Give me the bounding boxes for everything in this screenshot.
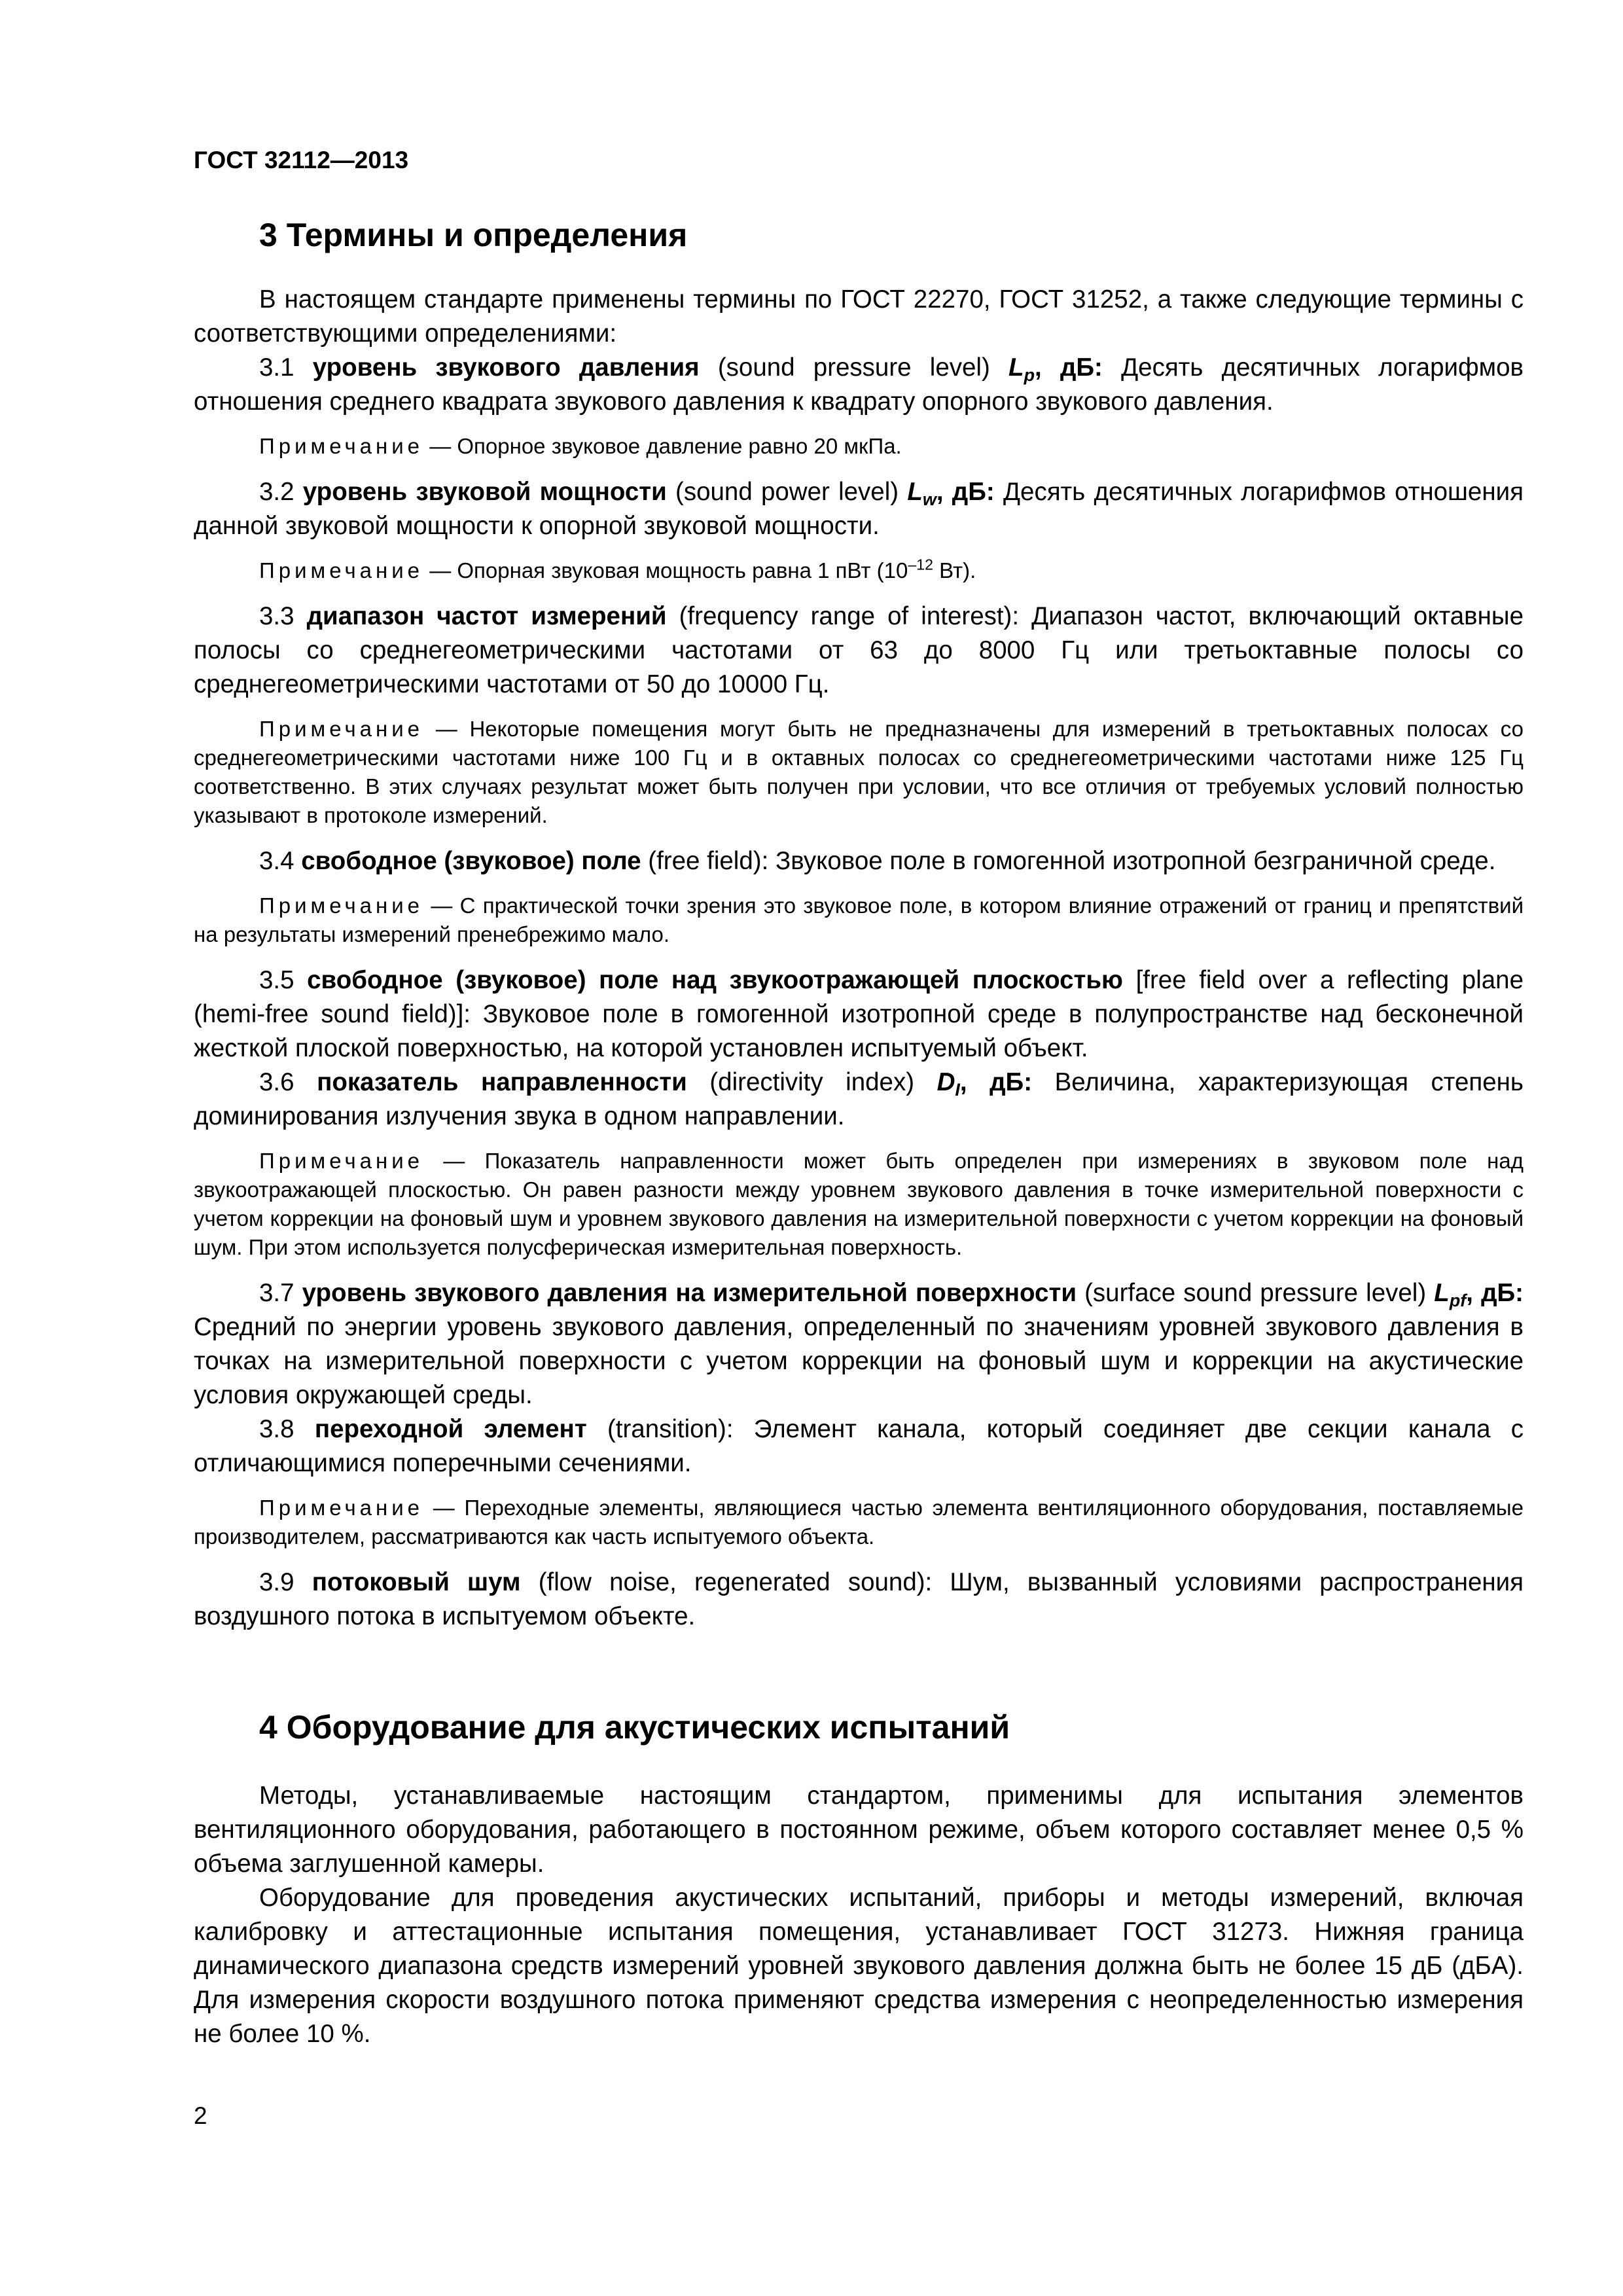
term-3-6 [194,1066,1524,1134]
section-3-heading: 3 Термины и определения [259,217,688,253]
term-number: 3.4 [259,847,294,875]
note-label: Примечание [259,558,424,583]
term-3-8 [194,1412,1524,1480]
term-symbol: $L_p$ [1008,353,1035,386]
note-exponent: –12 [908,556,933,573]
note-text: — Опорная звуковая мощность равна 1 пВт (10 [429,558,908,583]
term-number: 3.7 [259,1279,294,1307]
term-name: потоковый шум [312,1568,521,1596]
note-text: — Переходные элементы, являющиеся частью элемента вентиляционного оборудования, поставляемые производителем, рассматриваются как часть испытуемого объекта. [194,1496,1524,1549]
term-name: свободное (звуковое) поле [301,847,641,875]
term-english: [free field over a reflecting plane (hemi-free sound field)]: [194,966,1524,1028]
page-number: 2 [194,2102,207,2129]
term-symbol: $L_{pf}$ [1434,1279,1467,1311]
term-name: уровень звуковой мощности [302,478,667,506]
document-header: ГОСТ 32112—2013 [194,147,409,173]
note-3-2 [194,556,1524,585]
term-definition: Диапазон частот, включающий октавные полосы со среднегеометрическими частотами от 63 до 8000 Гц или третьоктавные полосы со среднегеометрическими частотами от 50 до 10000 Гц. [194,602,1524,698]
term-number: 3.1 [259,353,294,382]
term-english: (transition): [607,1415,734,1443]
note-label: Примечание [259,434,424,458]
term-3-5 [194,963,1524,1066]
section-4-heading: 4 Оборудование для акустических испытаний [259,1709,1010,1746]
note-label: Примечание [259,1149,424,1173]
term-english: (flow noise, regenerated sound): [538,1568,933,1596]
term-unit: , дБ: [1466,1279,1524,1307]
note-3-3 [194,715,1524,830]
term-definition: Элемент канала, который соединяет две секции канала с отличающимися поперечными сечениями. [194,1415,1524,1477]
term-definition: Шум, вызванный условиями распространения воздушного потока в испытуемом объекте. [194,1568,1524,1630]
note-text: — Опорное звуковое давление равно 20 мкПа. [429,434,902,458]
note-3-8 [194,1494,1524,1551]
term-number: 3.6 [259,1068,294,1096]
note-text: — Показатель направленности может быть определен при измерениях в звуковом поле над звукоотражающей плоскостью. Он равен разности между уровнем звукового давления в точке измерительной поверхности с учетом коррекции на фоновый шум и уровнем звукового давления на измерительной поверхности с учетом коррекции на фоновый шум. При этом используется полусферическая измерительная поверхность. [194,1149,1524,1259]
note-text: — Некоторые помещения могут быть не предназначены для измерений в третьоктавных полосах со среднегеометрическими частотами ниже 100 Гц и в октавных полосах со среднегеометрическими частотами ниже 125 Гц соответственно. В этих случаях результат может быть получен при условии, что все отличия от требуемых условий полностью указывают в протоколе измерений. [194,717,1524,827]
term-name: уровень звукового давления на измерительной поверхности [302,1279,1077,1307]
term-definition: Звуковое поле в гомогенной изотропной безграничной среде. [776,847,1496,875]
section-4-paragraph-1: Методы, устанавливаемые настоящим стандартом, применимы для испытания элементов вентиляционного оборудования, работающего в постоянном режиме, объем которого составляет менее 0,5 % объема заглушенной камеры. [194,1782,1524,1878]
term-definition: Величина, характеризующая степень доминирования излучения звука в одном направлении. [194,1068,1524,1130]
term-3-1 [194,351,1524,419]
term-unit: , дБ: [1035,353,1103,382]
term-definition: Десять десятичных логарифмов отношения среднего квадрата звукового давления к квадрату опорного звукового давления. [194,353,1524,416]
term-english: (free field): [648,847,769,875]
term-number: 3.2 [259,478,294,506]
term-name: переходной элемент [314,1415,587,1443]
term-symbol: $L_w$ [907,478,936,510]
note-text: — С практической точки зрения это звуковое поле, в котором влияние отражений от границ и препятствий на результаты измерений пренебрежимо мало. [194,893,1524,946]
term-english: (surface sound pressure level) [1084,1279,1427,1307]
term-definition: Звуковое поле в гомогенной изотропной среде в полупространстве над бесконечной жесткой плоской поверхностью, на которой установлен испытуемый объект. [194,1000,1524,1062]
term-name: диапазон частот измерений [306,602,667,630]
term-unit: , дБ: [959,1068,1033,1096]
term-number: 3.8 [259,1415,294,1443]
term-symbol: $D_I$ [936,1068,960,1100]
term-english: (sound power level) [675,478,899,506]
section-4-paragraph-2: Оборудование для проведения акустических испытаний, приборы и методы измерений, включая калибровку и аттестационные испытания помещения, устанавливает ГОСТ 31273. Нижняя граница динамического диапазона средств измерений уровней звукового давления должна быть не более 15 дБ (дБA). Для измерения скорости воздушного потока применяют средства измерения с неопределенностью измерения не более 10 %. [194,1884,1524,2048]
term-name: показатель направленности [317,1068,687,1096]
note-text-end: Вт). [939,558,976,583]
document-page [194,0,1524,2296]
term-3-3 [194,600,1524,702]
note-label: Примечание [259,717,424,741]
note-label: Примечание [259,1496,424,1520]
section-4-body [194,1779,1524,2051]
term-3-7 [194,1276,1524,1412]
term-number: 3.5 [259,966,294,994]
term-name: свободное (звуковое) поле над звукоотражающей плоскостью [307,966,1123,994]
term-name: уровень звукового давления [312,353,700,382]
term-3-2 [194,475,1524,543]
term-english: (frequency range of interest): [679,602,1020,630]
term-unit: , дБ: [936,478,995,506]
term-english: (directivity index) [709,1068,915,1096]
note-3-1 [194,432,1524,461]
term-definition: Средний по энергии уровень звукового давления, определенный по значениям уровней звукового давления в точках на измерительной поверхности с учетом коррекции на фоновый шум и коррекции на акустические условия окружающей среды. [194,1313,1524,1409]
term-definition: Десять десятичных логарифмов отношения данной звуковой мощности к опорной звуковой мощности. [194,478,1524,540]
section-3-body [194,283,1524,1634]
term-english: (sound pressure level) [717,353,990,382]
term-3-4 [194,844,1524,878]
note-3-4 [194,891,1524,949]
section-3-intro: В настоящем стандарте применены термины по ГОСТ 22270, ГОСТ 31252, а также следующие термины с соответствующими определениями: [194,285,1524,348]
note-label: Примечание [259,893,424,918]
term-number: 3.9 [259,1568,294,1596]
term-3-9 [194,1566,1524,1634]
term-number: 3.3 [259,602,294,630]
note-3-6 [194,1147,1524,1262]
